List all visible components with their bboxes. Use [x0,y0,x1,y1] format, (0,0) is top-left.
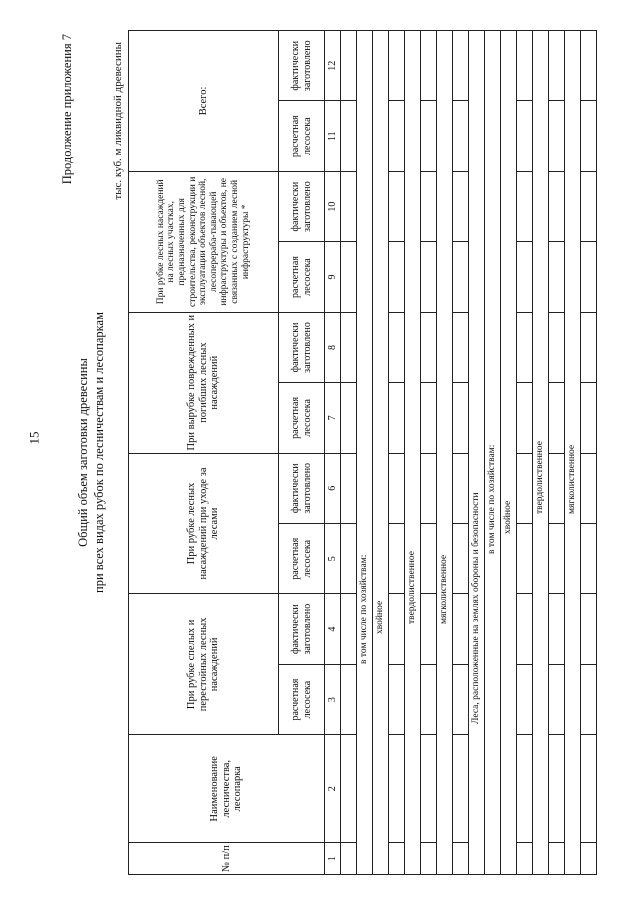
row-softwood: мягколиственное [565,31,581,875]
row-incl-farms: в том числе по хозяйствам: [357,31,373,875]
title-line-2: при всех видах рубок по лесничествам и лесопаркам [92,312,106,593]
subheader-fact: фактически заготовлено [279,31,325,101]
col-number: 2 [325,735,341,843]
row-hardwood: твердолиственное [533,31,549,875]
subheader-calc: расчетная лесосека [279,524,325,594]
col-number: 1 [325,843,341,875]
col-number: 7 [325,383,341,453]
col-number: 9 [325,242,341,312]
header-group-mature: При рубке спелых и перестойных лесных насаждений [129,594,279,735]
col-number: 5 [325,524,341,594]
subheader-fact: фактически заготовлено [279,171,325,241]
subheader-fact: фактически заготовлено [279,594,325,664]
col-number: 8 [325,312,341,382]
subheader-fact: фактически заготовлено [279,312,325,382]
harvest-table [128,30,597,875]
subheader-calc: расчетная лесосека [279,383,325,453]
col-number: 4 [325,594,341,664]
header-num: № п/п [129,843,325,875]
col-number: 11 [325,101,341,171]
rotated-page [60,30,600,875]
header-group-total: Всего: [129,31,279,172]
row-conifer: хвойное [501,31,517,875]
subheader-calc: расчетная лесосека [279,664,325,734]
subheader-calc: расчетная лесосека [279,242,325,312]
header-name: Наименование лесничества, лесопарка [129,735,325,843]
row-incl-farms: в том числе по хозяйствам: [485,31,501,875]
subheader-calc: расчетная лесосека [279,101,325,171]
continuation-label: Продолжение приложения 7 [60,34,74,185]
header-group-construction: При рубке лесных насаждений на лесных участках, предназначенных для строительства, реконструкции и эксплуатации объектов лесной, лесоперераба-тывающей инфраструктуры и объектов, не связанных с созданием лесной инфраструктуры * [129,171,279,312]
subheader-fact: фактически заготовлено [279,453,325,523]
row-hardwood: твердолиственное [405,31,421,875]
unit-label: тыс. куб. м ликвидной древесины [112,42,124,200]
page-number: 15 [26,431,42,445]
col-number: 10 [325,171,341,241]
col-number: 3 [325,664,341,734]
row-softwood: мягколиственное [437,31,453,875]
col-number: 6 [325,453,341,523]
header-group-care: При рубке лесных насаждений при уходе за лесами [129,453,279,594]
row-defense-lands: Леса, расположенные на землях обороны и безопасности [469,31,485,875]
col-number: 12 [325,31,341,101]
row-conifer: хвойное [373,31,389,875]
header-group-damaged: При вырубке поврежденных и погибших лесных насаждений [129,312,279,453]
title-line-1: Общий объем заготовки древесины [76,358,90,547]
